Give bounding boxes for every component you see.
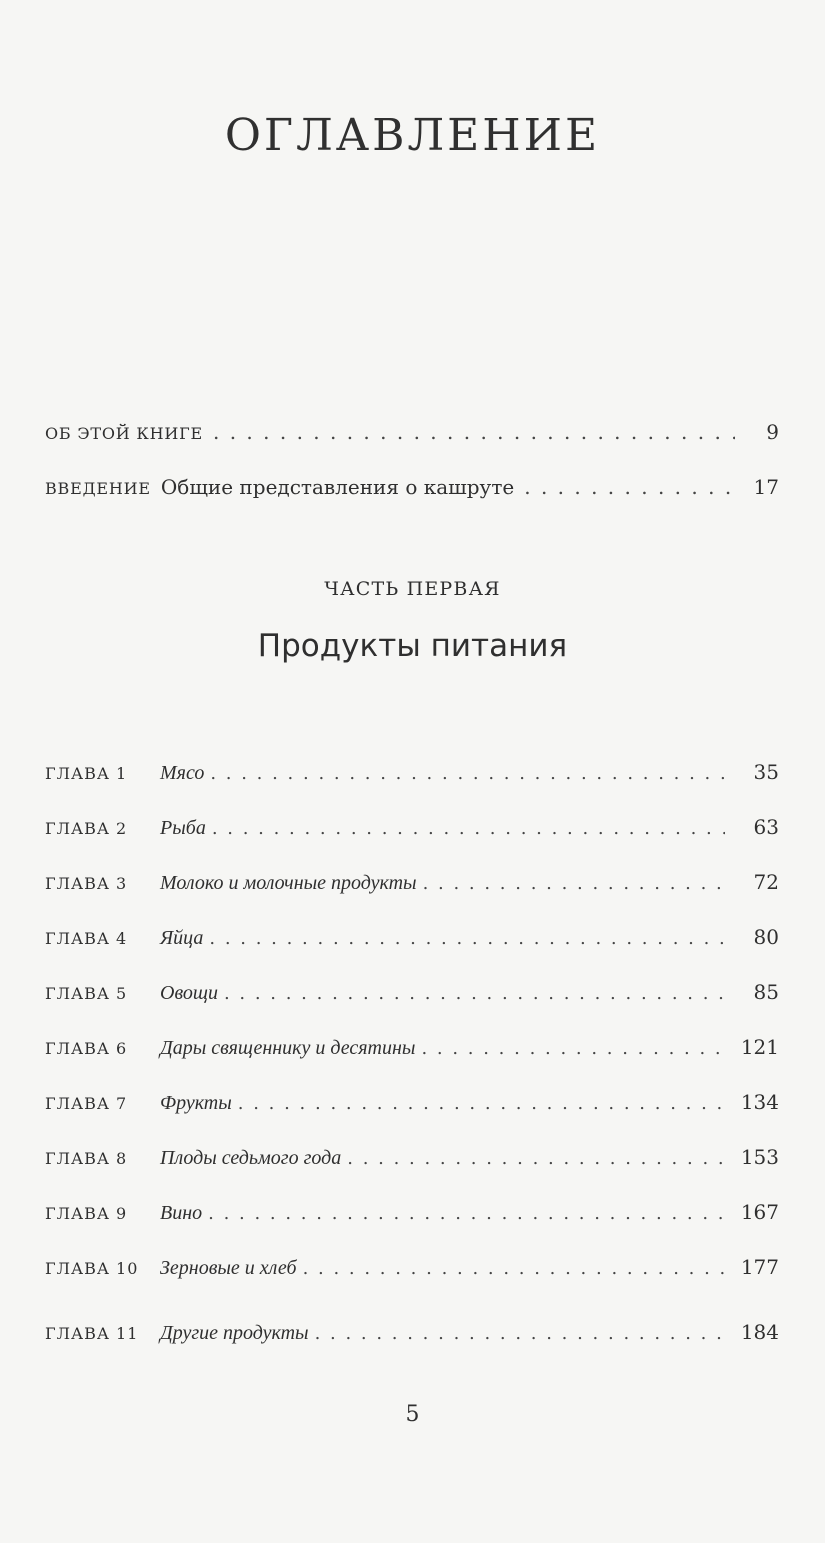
dot-leader (224, 974, 725, 1014)
part-label: ЧАСТЬ ПЕРВАЯ (324, 578, 501, 600)
chapter-title: Дары священнику и десятины (160, 1037, 416, 1059)
dot-leader (524, 467, 735, 507)
entry-label: ОБ ЭТОЙ КНИГЕ (45, 424, 203, 443)
toc-entry-introduction[interactable] (45, 467, 779, 507)
chapter-label: ГЛАВА 7 (45, 1094, 128, 1113)
chapter-title: Вино (160, 1202, 203, 1224)
chapter-page-number: 72 (753, 870, 779, 894)
toc-chapter-9[interactable] (45, 1192, 779, 1232)
toc-chapter-4[interactable] (45, 917, 779, 957)
chapter-title: Молоко и молочные продукты (160, 872, 417, 894)
dot-leader (347, 1139, 725, 1179)
part-title: Продукты питания (257, 628, 568, 664)
chapter-page-number: 80 (753, 925, 779, 949)
page-number-folio: 5 (405, 1402, 420, 1427)
chapter-title: Плоды седьмого года (160, 1147, 342, 1169)
chapter-page-number: 63 (753, 815, 779, 839)
toc-chapter-10[interactable] (45, 1247, 779, 1287)
dot-leader (421, 1029, 725, 1069)
entry-page-number: 9 (766, 420, 779, 444)
dot-leader (208, 1194, 725, 1234)
chapter-page-number: 177 (740, 1255, 779, 1279)
entry-page-number: 17 (753, 475, 779, 499)
chapter-page-number: 121 (740, 1035, 779, 1059)
chapter-title: Другие продукты (160, 1322, 309, 1344)
chapter-label: ГЛАВА 5 (45, 984, 128, 1003)
chapter-page-number: 167 (740, 1200, 779, 1224)
chapter-label: ГЛАВА 8 (45, 1149, 128, 1168)
toc-chapter-1[interactable] (45, 752, 779, 792)
chapter-label: ГЛАВА 1 (45, 764, 128, 783)
dot-leader (303, 1249, 725, 1289)
chapter-label: ГЛАВА 10 (45, 1259, 139, 1278)
toc-chapter-5[interactable] (45, 972, 779, 1012)
chapter-label: ГЛАВА 2 (45, 819, 128, 838)
toc-chapter-2[interactable] (45, 807, 779, 847)
chapter-label: ГЛАВА 11 (45, 1324, 139, 1343)
toc-chapter-8[interactable] (45, 1137, 779, 1177)
chapter-title: Зерновые и хлеб (160, 1257, 297, 1279)
chapter-page-number: 134 (740, 1090, 779, 1114)
dot-leader (210, 754, 725, 794)
chapter-title: Мясо (160, 762, 205, 784)
chapter-label: ГЛАВА 9 (45, 1204, 128, 1223)
entry-label: ВВЕДЕНИЕ (45, 479, 151, 498)
chapter-page-number: 184 (740, 1320, 779, 1344)
chapter-label: ГЛАВА 4 (45, 929, 128, 948)
chapter-title: Рыба (160, 817, 206, 839)
chapter-label: ГЛАВА 6 (45, 1039, 128, 1058)
chapter-page-number: 85 (753, 980, 779, 1004)
toc-chapter-7[interactable] (45, 1082, 779, 1122)
toc-chapter-11[interactable] (45, 1312, 779, 1352)
dot-leader (315, 1314, 725, 1354)
toc-chapter-3[interactable] (45, 862, 779, 902)
chapter-title: Овощи (160, 982, 218, 1004)
dot-leader (213, 412, 735, 452)
chapter-page-number: 153 (740, 1145, 779, 1169)
chapter-title: Яйца (160, 927, 204, 949)
toc-entry-about-book[interactable] (45, 412, 779, 452)
toc-chapter-6[interactable] (45, 1027, 779, 1067)
chapter-title: Фрукты (160, 1092, 232, 1114)
chapter-page-number: 35 (753, 760, 779, 784)
entry-title: Общие представления о кашруте (160, 475, 515, 499)
chapter-label: ГЛАВА 3 (45, 874, 128, 893)
dot-leader (212, 809, 725, 849)
dot-leader (209, 919, 725, 959)
toc-title: ОГЛАВЛЕНИЕ (224, 110, 601, 161)
dot-leader (423, 864, 725, 904)
dot-leader (238, 1084, 725, 1124)
